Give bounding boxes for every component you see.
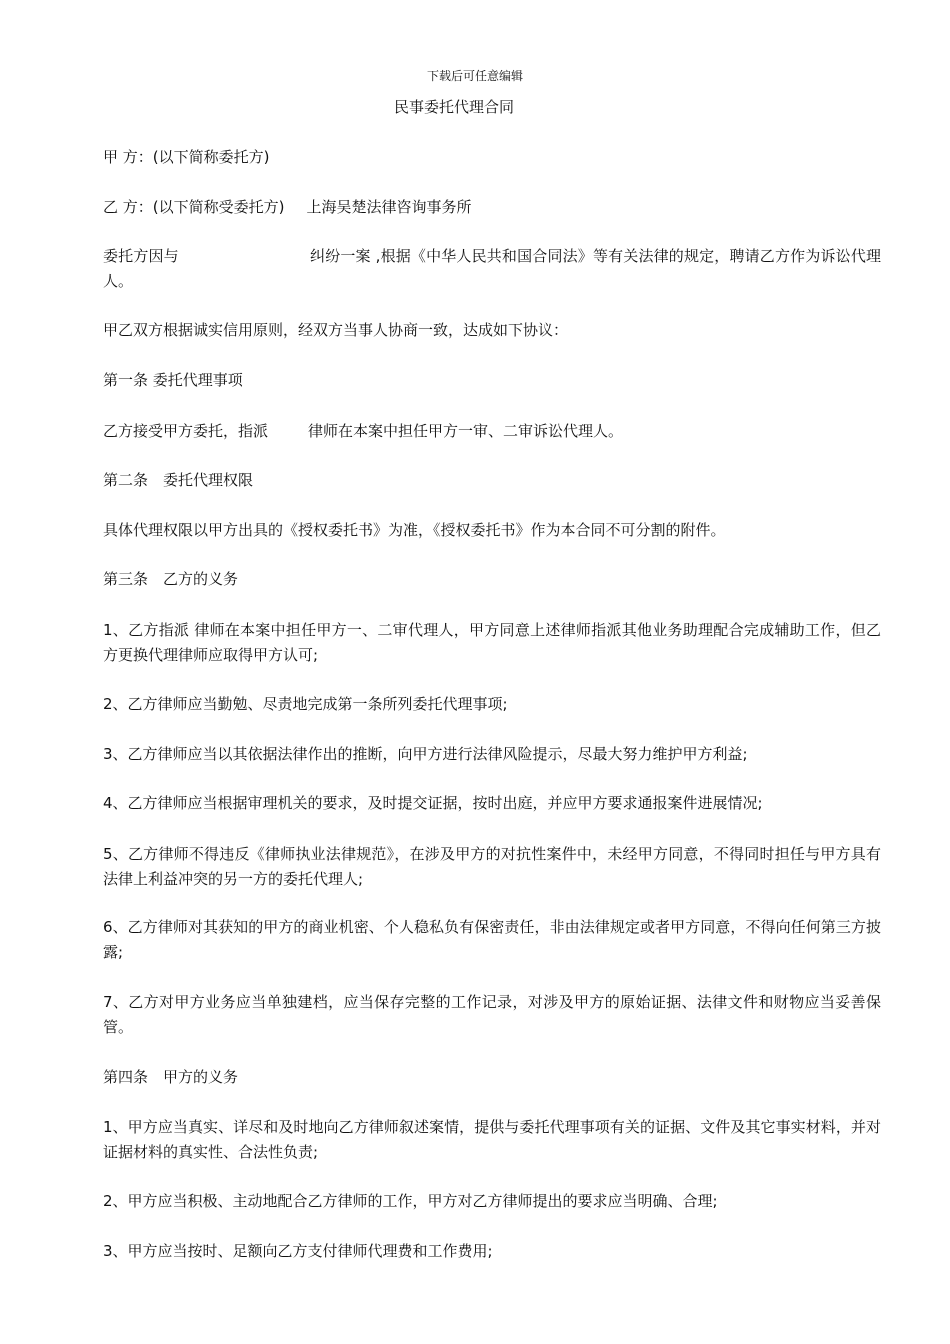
intro-part2: 纠纷一案 ,根据《中华人民共和国合同法》等有关法律的规定，聘请乙方作为诉讼代理人。	[103, 247, 881, 290]
article2-heading: 第二条 委托代理权限	[103, 471, 254, 489]
article3-item: 3、乙方律师应当以其依据法律作出的推断，向甲方进行法律风险提示，尽最大努力维护甲方利益;	[103, 745, 748, 763]
party-b-line	[103, 195, 881, 220]
article1-heading: 第一条 委托代理事项	[103, 371, 243, 389]
article3-item: 7、乙方对甲方业务应当单独建档，应当保存完整的工作记录，对涉及甲方的原始证据、法律文件和财物应当妥善保管。	[103, 993, 881, 1036]
article1-text-part2: 律师在本案中担任甲方一审、二审诉讼代理人。	[308, 422, 624, 440]
intro-part1: 委托方因与	[103, 247, 179, 265]
article3-item: 1、乙方指派 律师在本案中担任甲方一、二审代理人，甲方同意上述律师指派其他业务助理配合完成辅助工作，但乙方更换代理律师应取得甲方认可;	[103, 621, 881, 664]
article4-item: 2、甲方应当积极、主动地配合乙方律师的工作，甲方对乙方律师提出的要求应当明确、合理;	[103, 1192, 718, 1210]
party-a-line: 甲 方：(以下简称委托方)	[103, 148, 270, 166]
intro-paragraph	[103, 244, 881, 294]
party-b-label: 乙 方：(以下简称受委托方)	[103, 198, 285, 216]
article3-heading: 第三条 乙方的义务	[103, 570, 239, 588]
article1-text-part1: 乙方接受甲方委托，指派	[103, 422, 269, 440]
article3-item: 4、乙方律师应当根据审理机关的要求，及时提交证据，按时出庭，并应甲方要求通报案件进展情况;	[103, 794, 763, 812]
agreement-paragraph: 甲乙双方根据诚实信用原则，经双方当事人协商一致，达成如下协议：	[103, 321, 569, 339]
page-title: 民事委托代理合同	[393, 98, 514, 116]
article3-item: 2、乙方律师应当勤勉、尽责地完成第一条所列委托代理事项;	[103, 695, 508, 713]
article2-text: 具体代理权限以甲方出具的《授权委托书》为准，《授权委托书》作为本合同不可分割的附件。	[103, 521, 726, 539]
article4-item: 1、甲方应当真实、详尽和及时地向乙方律师叙述案情，提供与委托代理事项有关的证据、文件及其它事实材料，并对证据材料的真实性、合法性负责;	[103, 1118, 881, 1161]
header-note: 下载后可任意编辑	[426, 69, 523, 83]
article1-text	[103, 419, 881, 444]
article3-item: 5、乙方律师不得违反《律师执业法律规范》，在涉及甲方的对抗性案件中，未经甲方同意，不得同时担任与甲方具有法律上利益冲突的另一方的委托代理人;	[103, 845, 881, 888]
article4-heading: 第四条 甲方的义务	[103, 1068, 239, 1086]
article3-item: 6、乙方律师对其获知的甲方的商业机密、个人稳私负有保密责任，非由法律规定或者甲方同意，不得向任何第三方披露;	[103, 918, 881, 961]
article4-item: 3、甲方应当按时、足额向乙方支付律师代理费和工作费用;	[103, 1242, 493, 1260]
party-b-name: 上海吴楚法律咨询事务所	[306, 198, 472, 216]
